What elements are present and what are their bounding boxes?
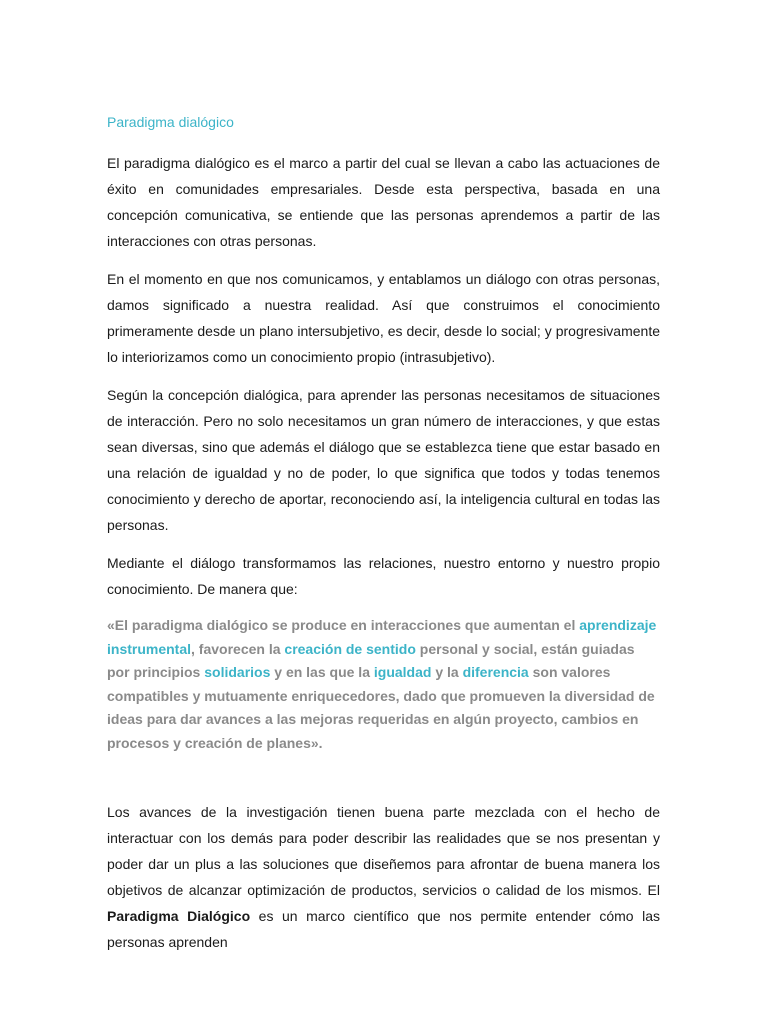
paragraph-5-text-end: es un marco científico que nos permite entender cómo las personas aprenden — [107, 908, 661, 950]
quote-text: , favorecen la — [191, 640, 285, 657]
quote-text: son valores compatibles y mutuamente enriquecedores, dado que promueven la diversidad de ideas para dar avances a las mejoras requeridas en algún proyecto, cambios en procesos y creación de planes». — [107, 664, 655, 751]
spacer — [107, 755, 660, 799]
paragraph-1: El paradigma dialógico es el marco a partir del cual se llevan a cabo las actuaciones de éxito en comunidades empresariales. Desde esta perspectiva, basada en una concepción comunicativa, se entiende que las personas aprendemos a partir de las interacciones con otras personas. — [107, 155, 660, 249]
quote-highlight-igualdad: igualdad — [373, 664, 432, 680]
quote-text: y la — [431, 664, 463, 680]
block-quote — [107, 614, 660, 755]
paragraph-5-text: Los avances de la investigación tienen buena parte mezclada con el hecho de interactuar con los demás para poder describir las realidades que se nos presentan y poder dar un plus a las soluciones que diseñemos para afrontar de buena manera los objetivos de alcanzar optimización de productos, servicios o calidad de los mismos. El — [107, 804, 660, 898]
paragraph-4: Mediante el diálogo transformamos las relaciones, nuestro entorno y nuestro propio conocimiento. De manera que: — [107, 555, 660, 597]
paragraph-3: Según la concepción dialógica, para aprender las personas necesitamos de situaciones de interacción. Pero no solo necesitamos un gran número de interacciones, y que estas sean diversas, sino que además el diálogo que se establezca tiene que estar basado en una relación de igualdad y no de poder, lo que significa que todos y todas tenemos conocimiento y derecho de aportar, reconociendo así, la inteligencia cultural en todas las personas. — [107, 387, 660, 533]
quote-text: personal y social, están guiadas por principios — [107, 640, 635, 680]
paragraph-5-bold: Paradigma Dialógico — [107, 908, 251, 924]
quote-highlight-aprendizaje: aprendizaje instrumental — [107, 617, 657, 657]
quote-highlight-solidarios: solidarios — [204, 664, 271, 680]
paragraph-2: En el momento en que nos comunicamos, y entablamos un diálogo con otras personas, damos significado a nuestra realidad. Así que construimos el conocimiento primeramente desde un plano intersubjetivo, es decir, desde lo social; y progresivamente lo interiorizamos como un conocimiento propio (intrasubjetivo). — [107, 271, 660, 365]
document-page — [107, 112, 660, 967]
quote-text: «El paradigma dialógico se produce en interacciones que aumentan el — [107, 617, 580, 633]
document-heading: Paradigma dialógico — [107, 114, 234, 130]
quote-highlight-diferencia: diferencia — [462, 664, 529, 680]
quote-highlight-creacion: creación de sentido — [284, 640, 416, 657]
quote-text: y en las que la — [270, 664, 374, 680]
paragraph-5 — [107, 799, 660, 955]
